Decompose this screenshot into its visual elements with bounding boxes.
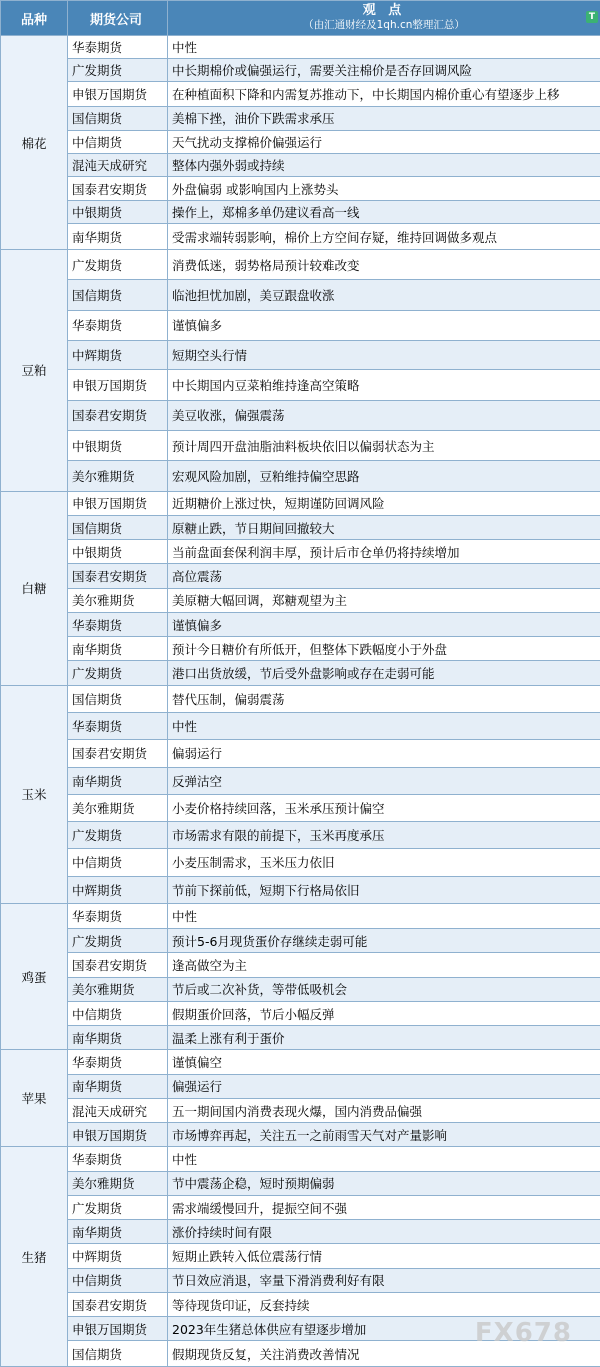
variety-cell: 豆粕 [1,250,68,491]
view-cell: 节日效应消退，宰量下滑消费利好有限 [168,1268,600,1292]
view-cell: 市场博弈再起，关注五一之前雨雪天气对产量影响 [168,1123,600,1147]
view-cell: 中性 [168,712,600,739]
table-row [1,767,600,794]
view-cell: 温柔上涨有利于蛋价 [168,1026,600,1050]
table-row [1,953,600,977]
table-row [1,82,600,106]
table-row [1,400,600,430]
view-cell: 需求端缓慢回升，提振空间不强 [168,1195,600,1219]
company-cell: 南华期货 [68,637,168,661]
table-row [1,1220,600,1244]
company-cell: 广发期货 [68,661,168,685]
table-row [1,588,600,612]
company-cell: 国泰君安期货 [68,400,168,430]
table-row [1,515,600,539]
variety-cell: 棉花 [1,36,68,250]
view-cell: 小麦压制需求，玉米压力依旧 [168,849,600,876]
table-row [1,59,600,82]
variety-cell: 生猪 [1,1147,68,1367]
view-cell: 当前盘面套保利润丰厚，预计后市仓单仍将持续增加 [168,540,600,564]
company-cell: 华泰期货 [68,1050,168,1074]
table-row [1,794,600,821]
table-row [1,1195,600,1219]
company-cell: 国信期货 [68,1341,168,1367]
view-cell: 预计今日糖价有所低开，但整体下跌幅度小于外盘 [168,637,600,661]
table-row [1,106,600,130]
view-cell: 谨慎偏多 [168,310,600,340]
view-cell: 美原糖大幅回调，郑糖观望为主 [168,588,600,612]
company-cell: 中信期货 [68,1001,168,1025]
table-row [1,370,600,400]
company-cell: 申银万国期货 [68,491,168,515]
table-row [1,177,600,200]
company-cell: 国信期货 [68,106,168,130]
view-cell: 中性 [168,903,600,928]
company-cell: 南华期货 [68,767,168,794]
company-cell: 中银期货 [68,200,168,223]
company-cell: 华泰期货 [68,903,168,928]
variety-cell: 白糖 [1,491,68,685]
view-cell: 原糖止跌，节日期间回撤较大 [168,515,600,539]
table-row [1,612,600,636]
company-cell: 国泰君安期货 [68,177,168,200]
table-row [1,1147,600,1171]
table-row [1,1098,600,1122]
view-cell: 港口出货放缓，节后受外盘影响或存在走弱可能 [168,661,600,685]
variety-cell: 苹果 [1,1050,68,1147]
view-cell: 近期糖价上涨过快，短期谨防回调风险 [168,491,600,515]
view-cell: 消费低迷，弱势格局预计较难改变 [168,250,600,280]
header-view [168,1,600,36]
company-cell: 混沌天成研究 [68,154,168,177]
company-cell: 美尔雅期货 [68,588,168,612]
table-row [1,661,600,685]
table-row [1,1171,600,1195]
table-row [1,250,600,280]
table-row [1,876,600,903]
view-cell: 中长期国内豆菜粕维持逢高空策略 [168,370,600,400]
view-cell: 假期现货反复，关注消费改善情况 [168,1341,600,1367]
company-cell: 南华期货 [68,1220,168,1244]
company-cell: 申银万国期货 [68,82,168,106]
table-row [1,540,600,564]
view-cell: 谨慎偏空 [168,1050,600,1074]
company-cell: 中辉期货 [68,876,168,903]
table-row [1,903,600,928]
view-cell: 2023年生猪总体供应有望逐步增加 [168,1317,600,1341]
company-cell: 华泰期货 [68,1147,168,1171]
company-cell: 美尔雅期货 [68,977,168,1001]
table-row [1,280,600,310]
table-row [1,637,600,661]
company-cell: 国泰君安期货 [68,740,168,767]
company-cell: 中银期货 [68,431,168,461]
company-cell: 申银万国期货 [68,1123,168,1147]
view-cell: 短期止跌转入低位震荡行情 [168,1244,600,1268]
header-variety: 品种 [1,1,68,36]
table-row [1,341,600,370]
table-row [1,130,600,153]
table-row [1,1026,600,1050]
table-row [1,431,600,461]
table-row [1,1123,600,1147]
view-cell: 节中震荡企稳，短时预期偏弱 [168,1171,600,1195]
company-cell: 华泰期货 [68,36,168,59]
view-cell: 涨价持续时间有限 [168,1220,600,1244]
company-cell: 广发期货 [68,822,168,849]
company-cell: 南华期货 [68,223,168,249]
company-cell: 广发期货 [68,929,168,953]
company-cell: 南华期货 [68,1074,168,1098]
variety-cell: 鸡蛋 [1,903,68,1050]
table-row [1,929,600,953]
company-cell: 中银期货 [68,540,168,564]
view-cell: 假期蛋价回落，节后小幅反弹 [168,1001,600,1025]
view-cell: 等待现货印证，反套持续 [168,1292,600,1316]
table-row [1,564,600,588]
view-cell: 反弹沽空 [168,767,600,794]
table-row [1,822,600,849]
table-row [1,1050,600,1074]
company-cell: 中信期货 [68,849,168,876]
company-cell: 国泰君安期货 [68,564,168,588]
header-view-note: （由汇通财经及1qh.cn整理汇总） [303,19,465,31]
view-cell: 美棉下挫，油价下跌需求承压 [168,106,600,130]
view-cell: 高位震荡 [168,564,600,588]
company-cell: 国信期货 [68,515,168,539]
table-row [1,461,600,491]
company-cell: 混沌天成研究 [68,1098,168,1122]
table-body [1,36,600,1367]
company-cell: 中信期货 [68,130,168,153]
view-cell: 谨慎偏多 [168,612,600,636]
header-company: 期货公司 [68,1,168,36]
table-row [1,1292,600,1316]
table-row [1,1244,600,1268]
table-row [1,154,600,177]
view-cell: 美豆收涨，偏强震荡 [168,400,600,430]
table-row [1,712,600,739]
view-cell: 小麦价格持续回落，玉米承压预计偏空 [168,794,600,821]
company-cell: 国泰君安期货 [68,953,168,977]
company-cell: 中信期货 [68,1268,168,1292]
view-cell: 五一期间国内消费表现火爆，国内消费品偏强 [168,1098,600,1122]
company-cell: 国泰君安期货 [68,1292,168,1316]
company-cell: 华泰期货 [68,712,168,739]
view-cell: 预计周四开盘油脂油料板块依旧以偏弱状态为主 [168,431,600,461]
company-cell: 美尔雅期货 [68,1171,168,1195]
table-row [1,310,600,340]
company-cell: 广发期货 [68,1195,168,1219]
view-cell: 中性 [168,36,600,59]
view-cell: 市场需求有限的前提下，玉米再度承压 [168,822,600,849]
company-cell: 国信期货 [68,280,168,310]
view-cell: 外盘偏弱 或影响国内上涨势头 [168,177,600,200]
company-cell: 广发期货 [68,250,168,280]
view-cell: 受需求端转弱影响，棉价上方空间存疑，维持回调做多观点 [168,223,600,249]
t-badge-icon: T [586,11,598,23]
table-row [1,491,600,515]
view-cell: 逢高做空为主 [168,953,600,977]
company-cell: 美尔雅期货 [68,794,168,821]
company-cell: 华泰期货 [68,612,168,636]
company-cell: 美尔雅期货 [68,461,168,491]
table-row [1,849,600,876]
company-cell: 广发期货 [68,59,168,82]
company-cell: 华泰期货 [68,310,168,340]
view-cell: 节后或二次补货，等带低吸机会 [168,977,600,1001]
view-cell: 宏观风险加剧，豆粕维持偏空思路 [168,461,600,491]
view-cell: 天气扰动支撑棉价偏强运行 [168,130,600,153]
view-cell: 操作上，郑棉多单仍建议看高一线 [168,200,600,223]
table-row [1,200,600,223]
table-row [1,1268,600,1292]
table-row [1,1074,600,1098]
company-cell: 南华期货 [68,1026,168,1050]
header-view-title: 观 点 [362,3,406,18]
view-cell: 偏强运行 [168,1074,600,1098]
company-cell: 申银万国期货 [68,1317,168,1341]
view-cell: 在种植面积下降和内需复苏推动下，中长期国内棉价重心有望逐步上移 [168,82,600,106]
watermark-logo: FX678 [474,1318,572,1348]
company-cell: 申银万国期货 [68,370,168,400]
view-cell: 短期空头行情 [168,341,600,370]
table-row [1,685,600,712]
table-row [1,1001,600,1025]
table-row [1,740,600,767]
view-cell: 临池担忧加剧，美豆跟盘收涨 [168,280,600,310]
company-cell: 中辉期货 [68,341,168,370]
header-row [1,1,600,36]
view-cell: 中性 [168,1147,600,1171]
view-cell: 节前下探前低，短期下行格局依旧 [168,876,600,903]
company-cell: 国信期货 [68,685,168,712]
view-cell: 预计5-6月现货蛋价存继续走弱可能 [168,929,600,953]
table-row [1,223,600,249]
table-row [1,977,600,1001]
variety-cell: 玉米 [1,685,68,903]
view-cell: 替代压制，偏弱震荡 [168,685,600,712]
view-cell: 偏弱运行 [168,740,600,767]
company-cell: 中辉期货 [68,1244,168,1268]
view-cell: 整体内强外弱或持续 [168,154,600,177]
table-row [1,36,600,59]
view-cell: 中长期棉价或偏强运行，需要关注棉价是否存回调风险 [168,59,600,82]
